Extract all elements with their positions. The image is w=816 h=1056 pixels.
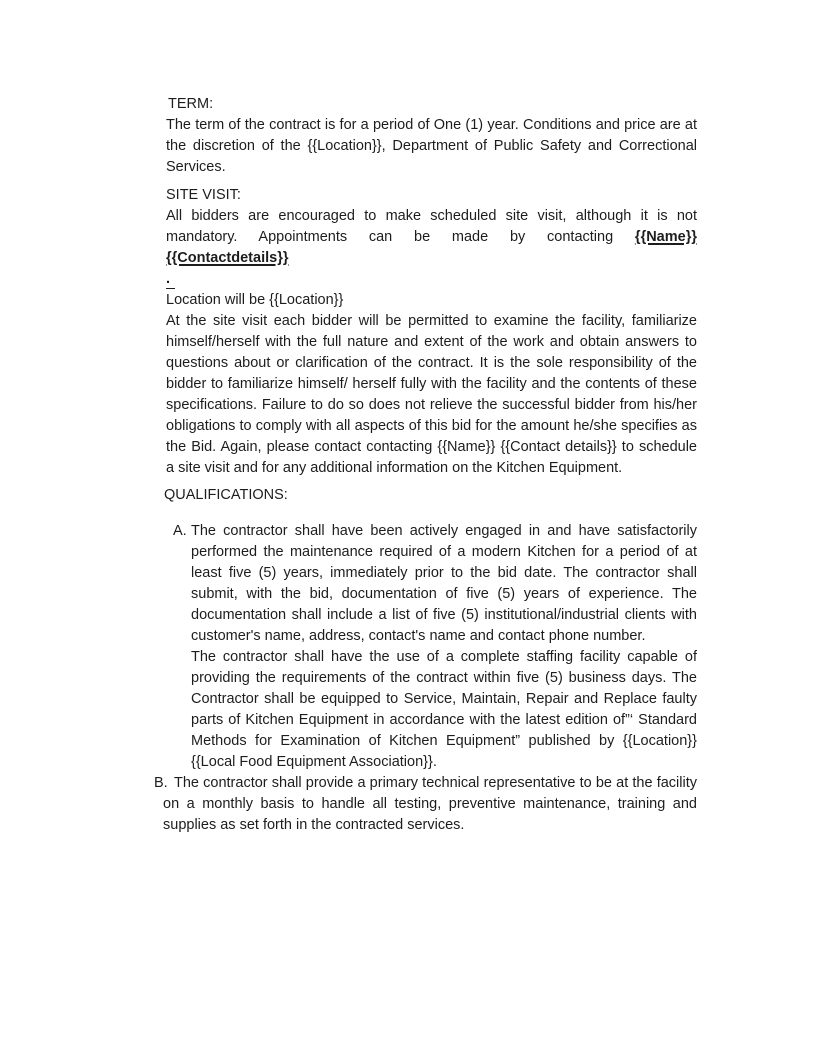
- qualification-item-a-paragraph-2: The contractor shall have the use of a complete staffing facility capable of providing the requirements of the contract within five (5) business days. The Contractor shall be equipped to Service, Maintain, Repair and Replace faulty parts of Kitchen Equipment in accordance with the latest edition of”‘ Standard Methods for Examination of Kitchen Equipment” published by {{Location}} {{Local Food Equipment Association}}.: [191, 649, 697, 770]
- site-visit-body-paragraph: At the site visit each bidder will be permitted to examine the facility, familiarize himself/herself with the full nature and extent of the work and obtain answers to questions about or clarification of the contract. It is the sole responsibility of the bidder to familiarize himself/ herself fully with the facility and the contents of these specifications. Failure to do so does not relieve the successful bidder from his/her obligations to comply with all aspects of this bid for the amount he/she specifies as the Bid. Again, please contact contacting {{Name}} {{Contact details}} to schedule a site visit and for any additional information on the Kitchen Equipment.: [166, 313, 697, 476]
- qualification-item-b-paragraph: The contractor shall provide a primary technical representative to be at the facility on a monthly basis to handle all testing, preventive maintenance, training and supplies as set forth in the contracted services.: [163, 775, 697, 833]
- contact-placeholder-bold: {{Name}} {{Contactdetails}}: [166, 229, 697, 266]
- site-visit-intro-text: All bidders are encouraged to make scheduled site visit, although it is not mandatory. Appointments can be made by contacting: [166, 208, 697, 245]
- qualification-item-b-label: B.: [154, 775, 168, 791]
- qualifications-heading: QUALIFICATIONS:: [164, 487, 288, 503]
- site-visit-heading: SITE VISIT:: [166, 187, 241, 203]
- qualification-item-b: [154, 773, 697, 836]
- term-heading: TERM:: [168, 96, 214, 112]
- qualification-item-a-paragraph-1: The contractor shall have been actively engaged in and have satisfactorily performed the maintenance required of a modern Kitchen for a period of at least five (5) years, immediately prior to the bid date. The contractor shall submit, with the bid, documentation of five (5) years of experience. The documentation shall include a list of five (5) institutional/industrial clients with customer's name, address, contact's name and contact phone number.: [191, 523, 697, 644]
- document-content: [154, 94, 697, 836]
- underlined-period: .: [166, 270, 175, 289]
- qualification-item-a: [166, 521, 697, 773]
- site-visit-intro-paragraph: [166, 206, 697, 290]
- location-line: Location will be {{Location}}: [166, 292, 344, 308]
- term-paragraph: The term of the contract is for a period of One (1) year. Conditions and price are at the discretion of the {{Location}}, Department of Public Safety and Correctional Services.: [166, 117, 697, 175]
- qualification-item-a-label: A.: [173, 523, 187, 539]
